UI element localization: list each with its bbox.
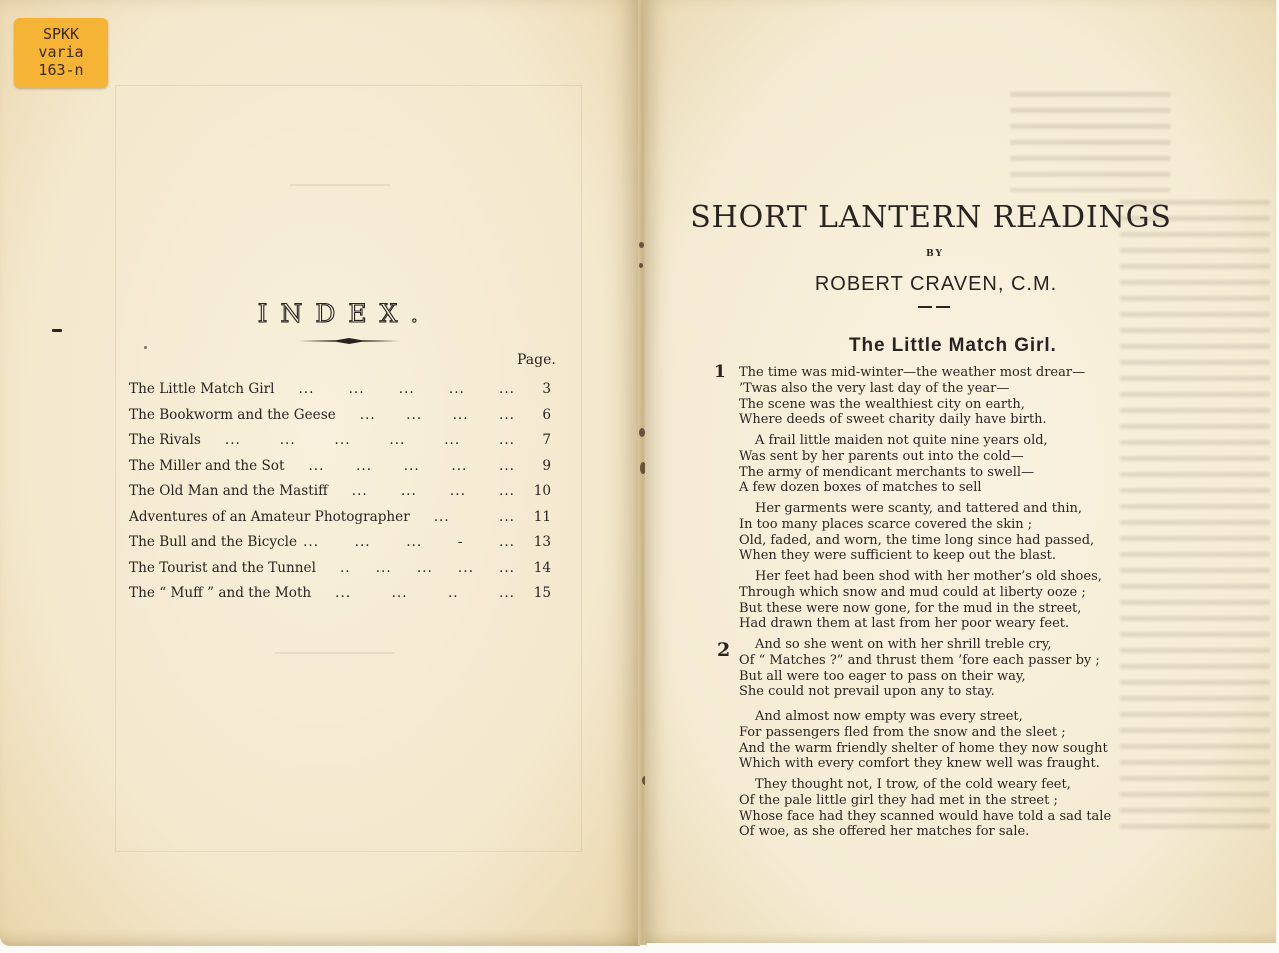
index-entry-page: 6 xyxy=(542,406,551,423)
poem-line: When they were sufficient to keep out the blast. xyxy=(739,548,1056,564)
index-entry-page: 3 xyxy=(542,381,551,397)
ornamental-rule xyxy=(298,335,400,347)
index-entry xyxy=(129,454,551,480)
bleed-through-ornament xyxy=(275,652,395,654)
poem-line: A few dozen boxes of matches to sell xyxy=(739,480,982,496)
index-entry-leader: ... ... xyxy=(433,508,515,525)
index-entry-page: 9 xyxy=(542,457,551,474)
poem-line: They thought not, I trow, of the cold weary feet, xyxy=(755,777,1071,792)
index-entry-page: 11 xyxy=(533,508,551,525)
poem-stanza xyxy=(739,569,1102,632)
poem-line: Of “ Matches ?” and thrust them ’fore each passer by ; xyxy=(739,652,1100,668)
catalog-label xyxy=(14,18,108,88)
index-entry-title: The “ Muff ” and the Moth xyxy=(129,585,312,601)
poem-line: Where deeds of sweet charity daily have birth. xyxy=(739,412,1047,428)
poem-line: The army of mendicant merchants to swell— xyxy=(739,464,1035,480)
index-entry-title: The Tourist and the Tunnel xyxy=(129,559,316,576)
index-entry-leader: ... ... ... - ... xyxy=(303,534,515,550)
index-entry-page: 13 xyxy=(533,534,551,550)
index-entry-title: The Rivals xyxy=(129,432,201,448)
poem-line: A frail little maiden not quite nine years old, xyxy=(755,433,1048,448)
poem-line: Which with every comfort they knew well was fraught. xyxy=(739,756,1100,772)
poem-line: And almost now empty was every street, xyxy=(755,709,1023,724)
byline-label: BY xyxy=(926,249,944,259)
binding-hole xyxy=(639,242,644,248)
poem-line: Her feet had been shod with her mother’s old shoes, xyxy=(755,569,1102,584)
index-entry xyxy=(129,505,551,531)
index-entry-title: The Bookworm and the Geese xyxy=(129,406,336,423)
bleed-through-text xyxy=(1120,200,1270,835)
poem-line: For passengers fled from the snow and the sleet ; xyxy=(739,724,1066,740)
index-entry-page: 14 xyxy=(533,559,551,576)
index-entry-title: The Miller and the Sot xyxy=(129,457,285,474)
poem-line: Whose face had they scanned would have told a sad tale xyxy=(739,808,1112,824)
bleed-through-text xyxy=(1010,92,1170,192)
index-entry-leader: ... ... ... ... ... ... xyxy=(224,432,515,448)
poem-line: Her garments were scanty, and tattered and thin, xyxy=(755,501,1083,516)
poem-line: Of the pale little girl they had met in the street ; xyxy=(739,792,1058,808)
poem-line: Through which snow and mud could at liberty ooze ; xyxy=(739,584,1086,600)
index-entry-title: The Bull and the Bicycle xyxy=(129,534,298,550)
bleed-through-ornament xyxy=(290,184,390,186)
poem-line: Old, faded, and worn, the time long since had passed, xyxy=(739,532,1095,548)
poem-line: The scene was the wealthiest city on earth, xyxy=(739,396,1025,412)
binding-hole xyxy=(639,263,643,268)
index-entry xyxy=(129,530,551,556)
poem-line: In too many places scarce covered the skin ; xyxy=(739,516,1033,532)
author-name: ROBERT CRAVEN, C.M. xyxy=(814,273,1058,295)
index-heading: INDEX. xyxy=(257,299,432,328)
index-entry-title: The Little Match Girl xyxy=(129,381,275,397)
ink-mark xyxy=(52,329,62,332)
index-entry-page: 7 xyxy=(542,432,551,448)
index-entry-leader: ... ... ... ... xyxy=(351,483,515,499)
index-entry xyxy=(129,479,551,505)
index-entry xyxy=(129,428,551,454)
poem-stanza xyxy=(739,709,1108,772)
index-entry-leader: ... ... ... ... ... xyxy=(308,457,515,474)
catalog-label-line: SPKK xyxy=(42,25,80,43)
poem-stanza xyxy=(739,777,1111,840)
index-entry xyxy=(129,403,551,429)
index-entry-title: The Old Man and the Mastiff xyxy=(129,483,328,499)
poem-stanza xyxy=(739,365,1085,428)
index-entry xyxy=(129,556,551,582)
poem-line: Of woe, as she offered her matches for sale. xyxy=(739,824,1030,840)
poem-stanza xyxy=(739,433,1048,496)
poem-line: Was sent by her parents out into the cold— xyxy=(739,448,1024,464)
index-entry-page: 10 xyxy=(533,483,551,499)
poem-title: The Little Match Girl. xyxy=(849,335,1057,356)
page-column-header: Page. xyxy=(517,352,556,368)
poem-line: But these were now gone, for the mud in the street, xyxy=(739,600,1082,616)
index-entry-leader: ... ... ... ... xyxy=(359,406,515,423)
index-entry-leader: .. ... ... ... ... xyxy=(339,559,515,576)
index-entry xyxy=(129,377,551,403)
catalog-label-line: varia xyxy=(38,43,84,61)
poem-line: She could not prevail upon any to stay. xyxy=(739,684,995,700)
poem-line: And so she went on with her shrill treble cry, xyxy=(755,637,1052,652)
index-entry-leader: ... ... .. ... xyxy=(335,585,515,601)
index-entry-leader: ... ... ... ... ... xyxy=(298,381,515,397)
section-number: 2 xyxy=(717,639,731,661)
poem-line: And the warm friendly shelter of home they now sought xyxy=(739,740,1108,756)
ink-mark xyxy=(144,346,147,349)
section-number: 1 xyxy=(714,362,726,382)
poem-line: ’Twas also the very last day of the year— xyxy=(739,380,1010,396)
ornamental-rule xyxy=(918,306,950,308)
poem-stanza xyxy=(739,501,1094,564)
poem-line: The time was mid-winter—the weather most drear— xyxy=(739,365,1086,380)
index-entry xyxy=(129,581,551,607)
index-entry-title: Adventures of an Amateur Photographer xyxy=(129,508,410,525)
index-entry-page: 15 xyxy=(533,585,551,601)
poem-stanza xyxy=(739,637,1100,700)
catalog-label-line: 163-n xyxy=(38,61,84,79)
poem-line: Had drawn them at last from her poor weary feet. xyxy=(739,616,1070,632)
index-list xyxy=(129,377,551,607)
poem-line: But all were too eager to pass on their way, xyxy=(739,668,1026,684)
book-title: SHORT LANTERN READINGS xyxy=(690,200,1172,235)
